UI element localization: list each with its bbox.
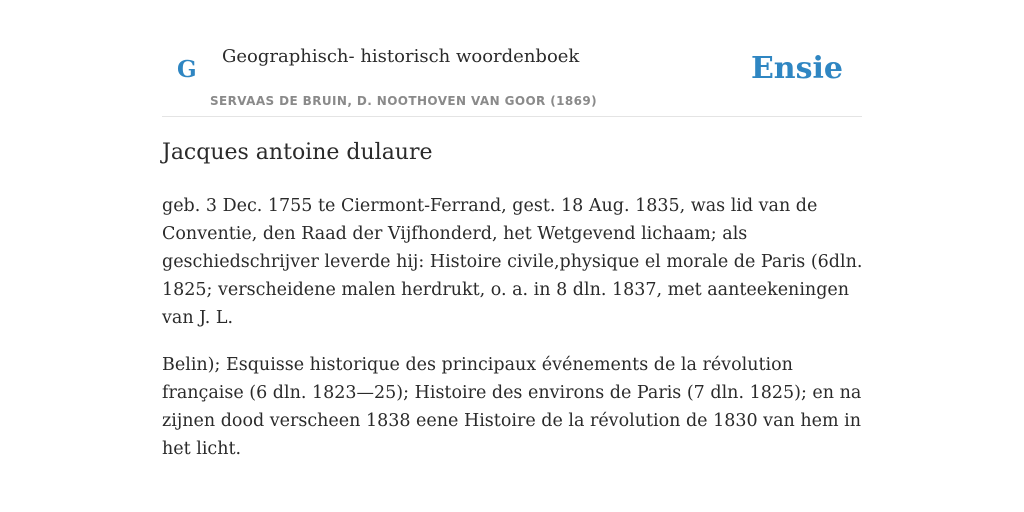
ensie-logo[interactable]: Ensie [750, 51, 843, 86]
book-header [162, 0, 862, 117]
entry-paragraph: Belin); Esquisse historique des principaux événements de la révolution française (6 dln. 1823—25); Histoire des environs de Paris (7 dln. 1825); en na zijnen dood verscheen 1838 eene Histoire de la révolution de 1830 van hem in het licht. [162, 355, 862, 459]
book-title-link[interactable]: Geographisch- historisch woordenboek [222, 46, 580, 67]
book-authors: SERVAAS DE BRUIN, D. NOOTHOVEN VAN GOOR (1869) [210, 94, 598, 108]
entry-title: Jacques antoine dulaure [162, 140, 433, 165]
article-page [162, 0, 863, 459]
entry-paragraph: geb. 3 Dec. 1755 te Ciermont-Ferrand, gest. 18 Aug. 1835, was lid van de Conventie, den Raad der Vijfhonderd, het Wetgevend lichaam; als geschiedschrijver leverde hij: Histoire civile,physique el morale de Paris (6dln. 1825; verscheidene malen herdrukt, o. a. in 8 dln. 1837, met aanteekeningen van J. L. [162, 196, 863, 328]
book-letter-icon[interactable]: G [177, 56, 197, 83]
